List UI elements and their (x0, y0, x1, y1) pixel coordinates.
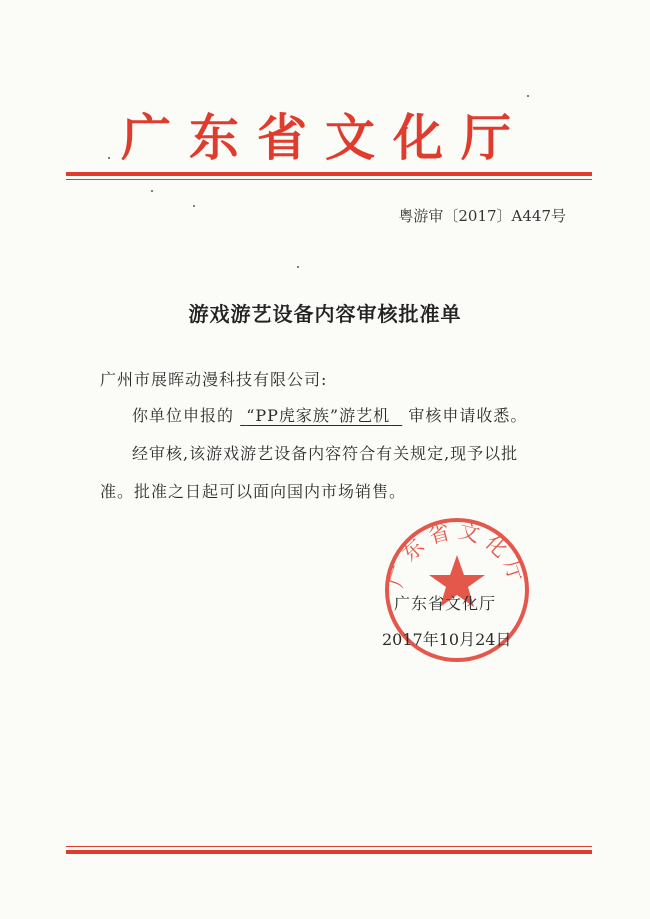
body-line1-prefix: 你单位申报的 (132, 406, 235, 425)
footer-rule-thin (66, 846, 592, 847)
seal-text: 广东省文化厅 (383, 518, 531, 591)
product-name-text: “PP虎家族”游艺机 (246, 406, 391, 425)
product-name (240, 406, 402, 425)
body-paragraph-2: 经审核,该游戏游艺设备内容符合有关规定,现予以批 (132, 444, 519, 463)
signature-org: 广东省文化厅 (394, 594, 497, 613)
body-paragraph-3: 准。批准之日起可以面向国内市场销售。 (100, 482, 407, 501)
signature-date: 2017年10月24日 (382, 630, 512, 649)
letterhead-rule-thin (66, 179, 592, 180)
letterhead-title: 广东省文化厅 (121, 108, 529, 167)
scan-speck (151, 190, 153, 192)
body-paragraph-1 (132, 403, 527, 426)
scan-speck (193, 205, 195, 207)
letterhead-rule-thick (66, 172, 592, 176)
body-line1-suffix: 审核申请收悉。 (408, 406, 528, 425)
footer-rule-thick (66, 850, 592, 854)
scan-speck (527, 95, 529, 97)
scan-speck (108, 157, 110, 159)
document-title: 游戏游艺设备内容审核批准单 (188, 302, 462, 326)
document-number: 粤游审〔2017〕A447号 (398, 207, 566, 225)
scan-speck (297, 266, 299, 268)
addressee: 广州市展晖动漫科技有限公司: (100, 370, 328, 389)
